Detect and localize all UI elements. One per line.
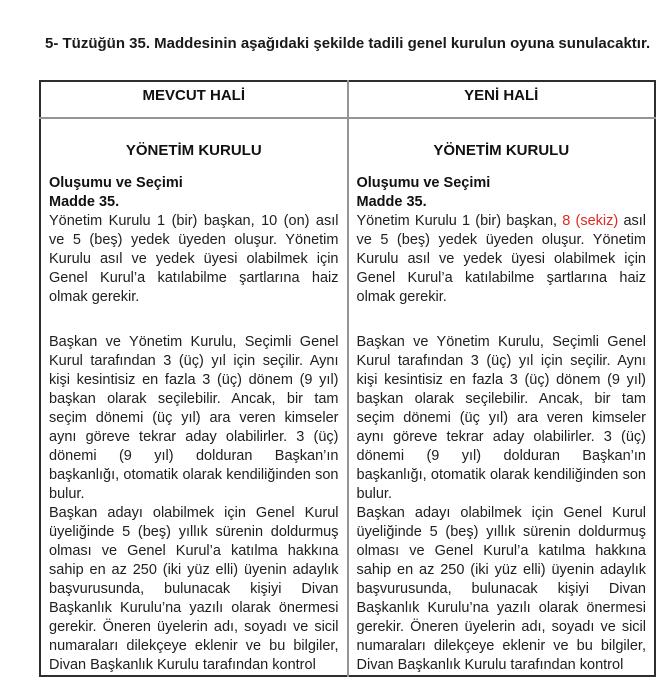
table-header-row — [40, 81, 655, 118]
left-subtitle-madde: Madde 35. — [49, 194, 120, 210]
column-header-yeni-hali: YENİ HALİ — [348, 81, 656, 118]
left-paragraph-3: Başkan adayı olabilmek için Genel Kurul üyeliğinde 5 (beş) yıllık sürenin doldurmuş olması ve Genel Kurul’a katılma hakkına sahip en az 250 (iki yüz elli) üyenin adaylık başvurusunda, bulunacak kişiyi Divan Başkanlık Kurulu’na yazılı olarak önermesi gerekir. Öneren üyelerin adı, soyadı ve sicil numaraları dilekçeye eklenir ve bu bilgiler, Divan Başkanlık Kurulu tarafından kontrol — [49, 505, 339, 673]
right-subtitle-olusumu: Oluşumu ve Seçimi — [356, 175, 491, 191]
right-subtitle-madde: Madde 35. — [356, 194, 427, 210]
table-body-row — [40, 118, 655, 676]
right-paragraph-1-amended-value: 8 (sekiz) — [562, 213, 619, 229]
right-paragraph-1 — [357, 212, 647, 307]
intro-paragraph — [45, 33, 659, 54]
right-paragraph-1-after: asıl ve 5 (beş) yedek üyeden oluşur. Yönetim Kurulu asıl ve yedek üyesi olabilmek için Genel Kurul’a katılabilme şartlarına haiz olmak gerekir. — [356, 213, 647, 305]
cell-mevcut-hali — [40, 118, 348, 676]
right-paragraph-3: Başkan adayı olabilmek için Genel Kurul üyeliğinde 5 (beş) yıllık sürenin doldurmuş olması ve Genel Kurul’a katılma hakkına sahip en az 250 (iki yüz elli) üyenin adaylık başvurusunda, bulunacak kişiyi Divan Başkanlık Kurulu’na yazılı olarak önermesi gerekir. Öneren üyelerin adı, soyadı ve sicil numaraları dilekçeye eklenir ve bu bilgiler, Divan Başkanlık Kurulu tarafından kontrol — [356, 505, 646, 673]
left-subtitle-olusumu: Oluşumu ve Seçimi — [49, 175, 183, 191]
right-section-title: YÖNETİM KURULU — [433, 142, 570, 159]
right-paragraph-1-before: Yönetim Kurulu 1 (bir) başkan, — [356, 213, 563, 229]
cell-yeni-hali — [348, 118, 656, 676]
document-page — [0, 33, 671, 680]
column-header-mevcut-hali: MEVCUT HALİ — [40, 81, 348, 118]
intro-text: 5- Tüzüğün 35. Maddesinin aşağıdaki şekilde tadili genel kurulun oyuna sunulacaktır. — [45, 35, 651, 52]
comparison-table — [39, 80, 656, 677]
left-paragraph-1: Yönetim Kurulu 1 (bir) başkan, 10 (on) asıl ve 5 (beş) yedek üyeden oluşur. Yönetim Kurulu asıl ve yedek üyesi olabilmek için Genel Kurul’a katılabilme şartlarına haiz olmak gerekir. — [49, 213, 339, 305]
right-paragraph-2: Başkan ve Yönetim Kurulu, Seçimli Genel Kurul tarafından 3 (üç) yıl için seçilir. Aynı kişi kesintisiz en fazla 3 (üç) dönem (9 yıl) başkan olarak seçilebilir. Ancak, bir tam seçim dönemi (üç yıl) ara veren kimseler aynı göreve tekrar aday olabilirler. 3 (üç) dönemi (9 yıl) dolduran Başkan’ın başkanlığı, otomatik olarak kendiliğinden son bulur. — [356, 334, 646, 502]
left-paragraph-2: Başkan ve Yönetim Kurulu, Seçimli Genel Kurul tarafından 3 (üç) yıl için seçilir. Aynı kişi kesintisiz en fazla 3 (üç) dönem (9 yıl) başkan olarak seçilebilir. Ancak, bir tam seçim dönemi (üç yıl) ara veren kimseler aynı göreve tekrar aday olabilirler. 3 (üç) dönemi (9 yıl) dolduran Başkan’ın başkanlığı, otomatik olarak kendiliğinden son bulur. — [49, 334, 339, 502]
left-section-title: YÖNETİM KURULU — [125, 142, 262, 159]
